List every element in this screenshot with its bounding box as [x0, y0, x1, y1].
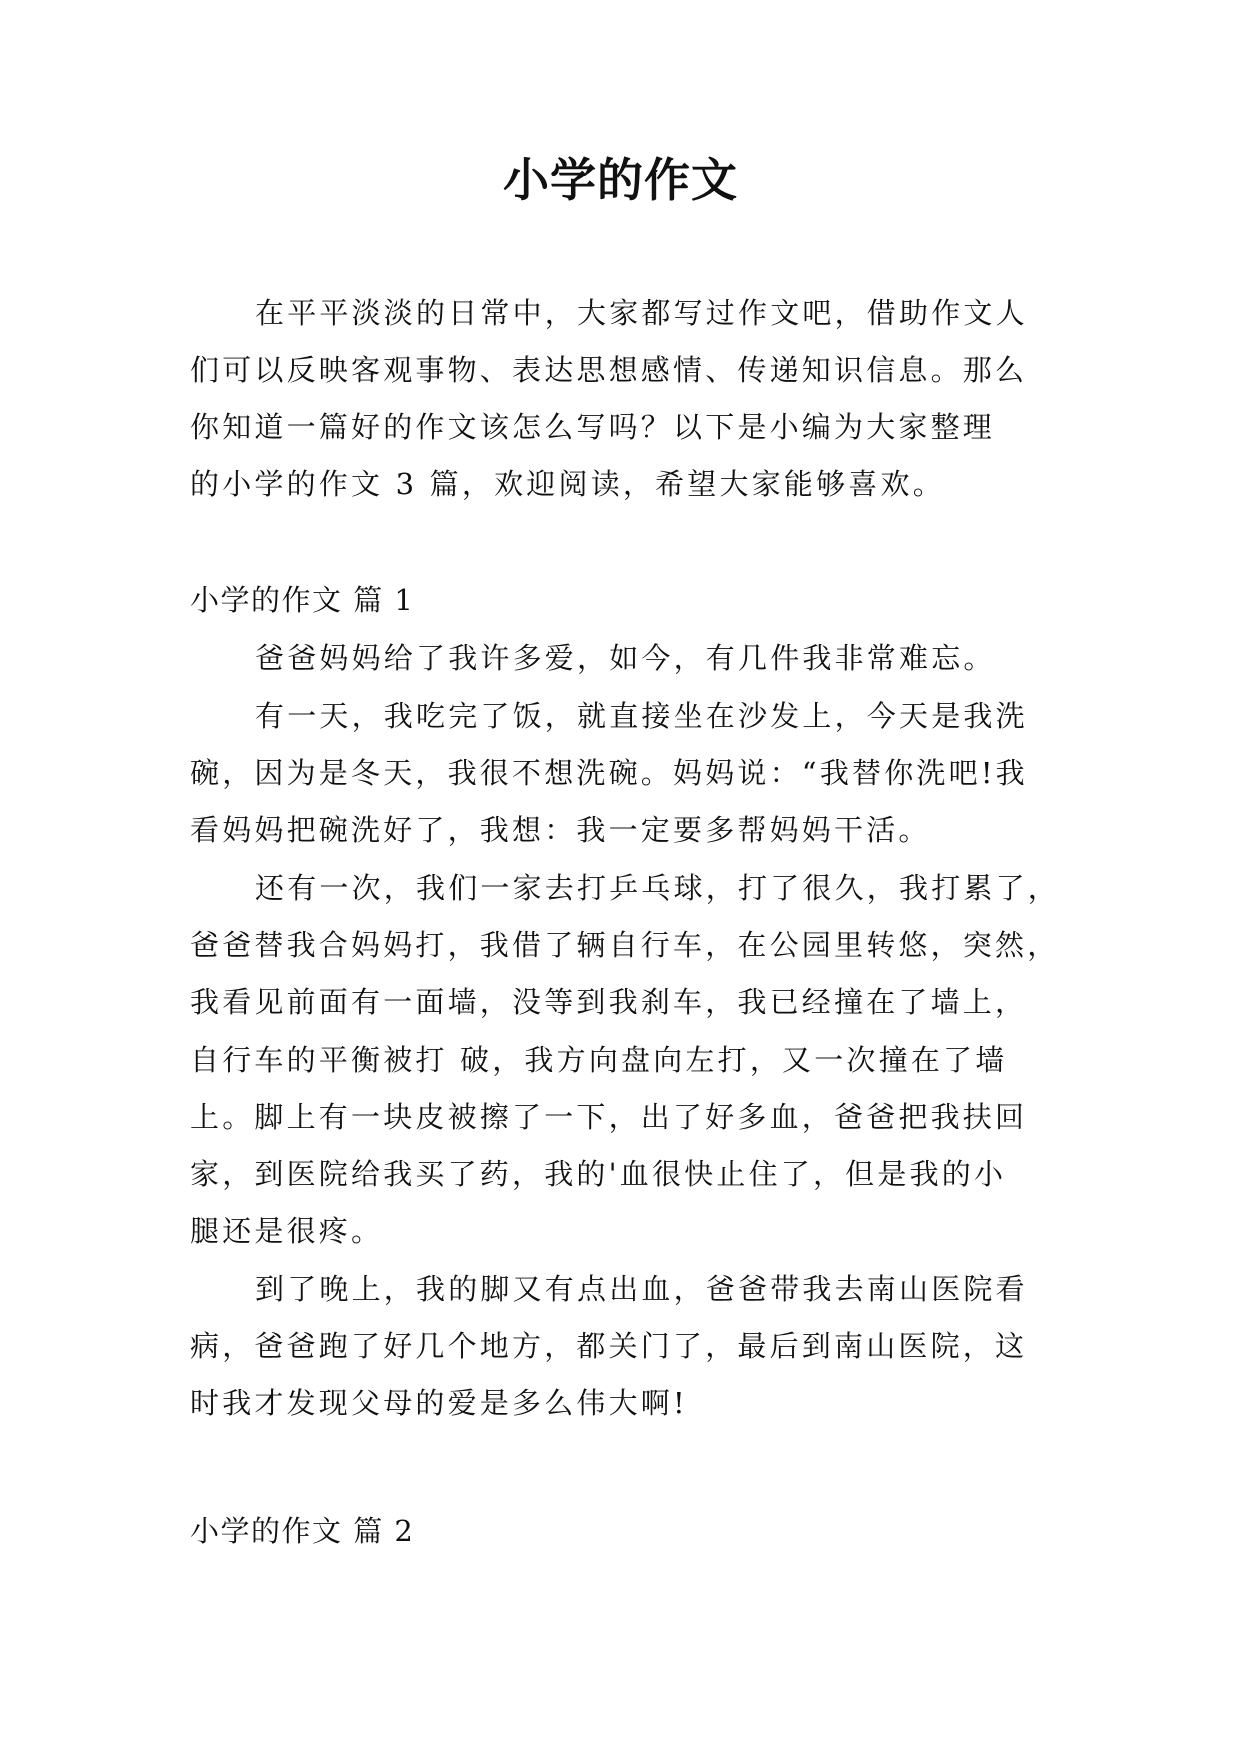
intro-line: 们可以反映客观事物、表达思想感情、传递知识信息。那么 — [190, 353, 1028, 387]
paragraph-line: 自行车的平衡被打 破，我方向盘向左打，又一次撞在了墙 — [190, 1043, 1008, 1077]
paragraph-line: 病，爸爸跑了好几个地方，都关门了，最后到南山医院，这 — [190, 1329, 1028, 1363]
intro-line: 的小学的作文 3 篇，欢迎阅读，希望大家能够喜欢。 — [190, 467, 945, 501]
intro-line: 在平平淡淡的日常中，大家都写过作文吧，借助作文人 — [255, 296, 1028, 330]
paragraph-line: 时我才发现父母的爱是多么伟大啊! — [190, 1386, 688, 1420]
paragraph-line: 上。脚上有一块皮被擦了一下，出了好多血，爸爸把我扶回 — [190, 1100, 1028, 1134]
paragraph-line: 看妈妈把碗洗好了，我想：我一定要多帮妈妈干活。 — [190, 813, 931, 847]
paragraph-line: 有一天，我吃完了饭，就直接坐在沙发上，今天是我洗 — [255, 699, 1028, 733]
paragraph-line: 我看见前面有一面墙，没等到我刹车，我已经撞在了墙上， — [190, 985, 1028, 1019]
paragraph-line: 还有一次，我们一家去打乒乓球，打了很久，我打累了， — [255, 871, 1061, 905]
section-heading: 小学的作文 篇 2 — [190, 1514, 415, 1548]
intro-line: 你知道一篇好的作文该怎么写吗？以下是小编为大家整理 — [190, 410, 996, 444]
document-title: 小学的作文 — [503, 153, 738, 207]
paragraph-line: 家，到医院给我买了药，我的'血很快止住了，但是我的小 — [190, 1157, 1007, 1191]
paragraph-line: 碗，因为是冬天，我很不想洗碗。妈妈说：“我替你洗吧!我 — [190, 756, 1028, 790]
paragraph-line: 到了晚上，我的脚又有点出血，爸爸带我去南山医院看 — [255, 1272, 1028, 1306]
section-heading: 小学的作文 篇 1 — [190, 583, 415, 617]
paragraph-line: 腿还是很疼。 — [190, 1214, 384, 1248]
paragraph-line: 爸爸妈妈给了我许多爱，如今，有几件我非常难忘。 — [255, 641, 996, 675]
paragraph-line: 爸爸替我合妈妈打，我借了辆自行车，在公园里转悠，突然， — [190, 928, 1060, 962]
